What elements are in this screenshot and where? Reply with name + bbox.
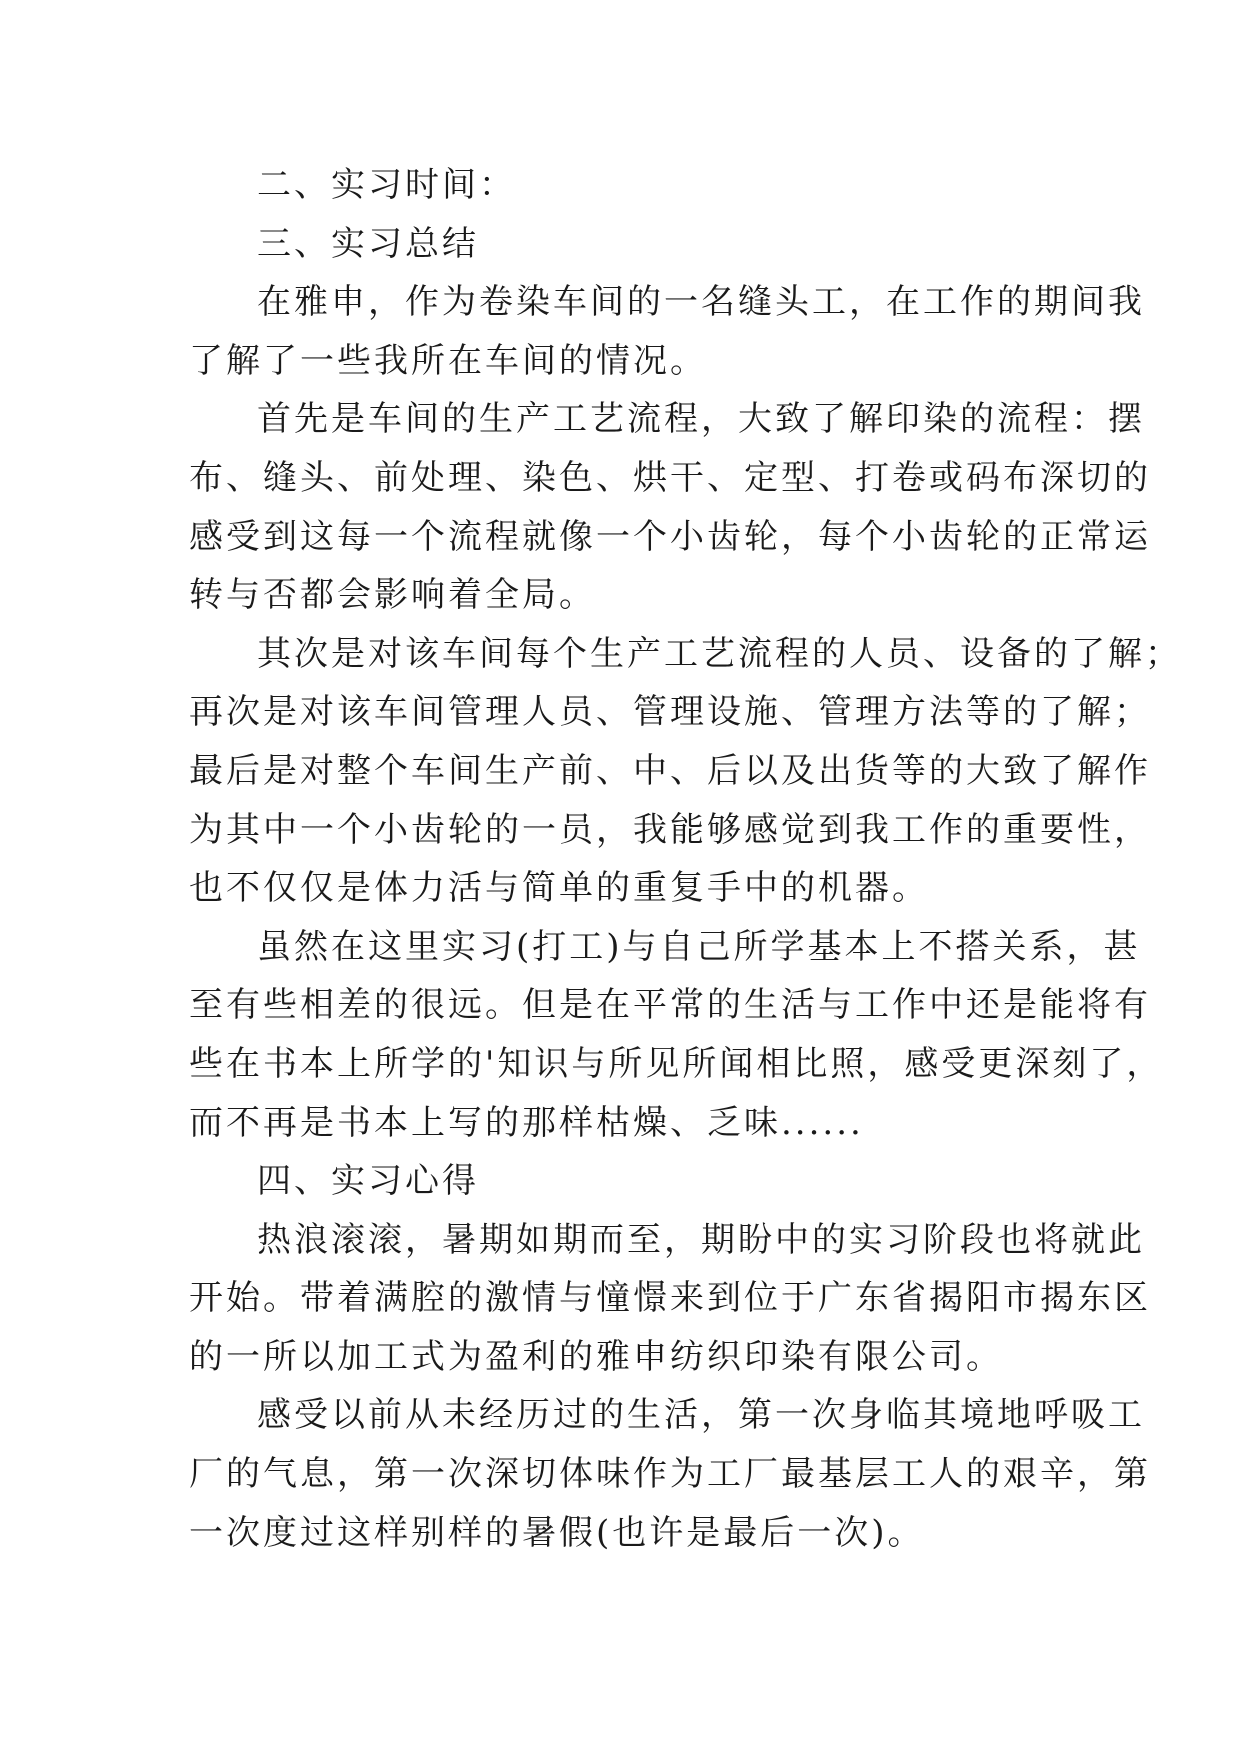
paragraph-line: 首先是车间的生产工艺流程，大致了解印染的流程：摆: [257, 399, 1145, 440]
section-heading-internship-time: 二、实习时间：: [257, 165, 516, 205]
document-page: [189, 156, 1182, 1562]
paragraph-line: 感受以前从未经历过的生活，第一次身临其境地呼吸工: [257, 1395, 1145, 1436]
paragraph-line: 的一所以加工式为盈利的雅申纺织印染有限公司。: [189, 1336, 1003, 1377]
paragraph-knowledge: [189, 918, 1164, 1152]
section-heading-internship-summary: 三、实习总结: [257, 223, 479, 264]
paragraph-line: 至有些相差的很远。但是在平常的生活与工作中还是能将有: [189, 985, 1151, 1026]
paragraph-line: 最后是对整个车间生产前、中、后以及出货等的大致了解作: [189, 750, 1151, 791]
paragraph-line: 开始。带着满腔的激情与憧憬来到位于广东省揭阳市揭东区: [189, 1278, 1151, 1319]
paragraph-arrival: [189, 1211, 1151, 1387]
paragraph-line: 厂的气息，第一次深切体味作为工厂最基层工人的艰辛，第: [189, 1454, 1151, 1495]
paragraph-line: 些在书本上所学的'知识与所见所闻相比照，感受更深刻了，: [189, 1043, 1164, 1084]
paragraph-line: 而不再是书本上写的那样枯燥、乏味......: [189, 1102, 864, 1143]
paragraph-line: 也不仅仅是体力活与简单的重复手中的机器。: [189, 868, 929, 909]
paragraph-experience: [189, 1386, 1151, 1562]
paragraph-line: 其次是对该车间每个生产工艺流程的人员、设备的了解；: [257, 633, 1182, 674]
paragraph-line: 布、缝头、前处理、染色、烘干、定型、打卷或码布深切的: [189, 457, 1151, 498]
paragraph-line: 转与否都会影响着全局。: [189, 575, 596, 616]
paragraph-line: 一次度过这样别样的暑假(也许是最后一次)。: [189, 1512, 925, 1553]
paragraph-line: 在雅申，作为卷染车间的一名缝头工，在工作的期间我: [257, 282, 1145, 323]
paragraph-process: [189, 390, 1151, 624]
paragraph-line: 感受到这每一个流程就像一个小齿轮，每个小齿轮的正常运: [189, 516, 1151, 557]
paragraph-line: 为其中一个小齿轮的一员，我能够感觉到我工作的重要性，: [189, 809, 1151, 850]
paragraph-line: 热浪滚滚，暑期如期而至，期盼中的实习阶段也将就此: [257, 1219, 1145, 1260]
paragraph-line: 再次是对该车间管理人员、管理设施、管理方法等的了解；: [189, 692, 1151, 733]
paragraph-line: 了解了一些我所在车间的情况。: [189, 340, 707, 381]
section-heading-internship-reflections: 四、实习心得: [257, 1161, 479, 1202]
paragraph-intro: [189, 273, 1145, 390]
paragraph-staff: [189, 625, 1182, 918]
paragraph-line: 虽然在这里实习(打工)与自己所学基本上不搭关系，甚: [257, 926, 1141, 967]
